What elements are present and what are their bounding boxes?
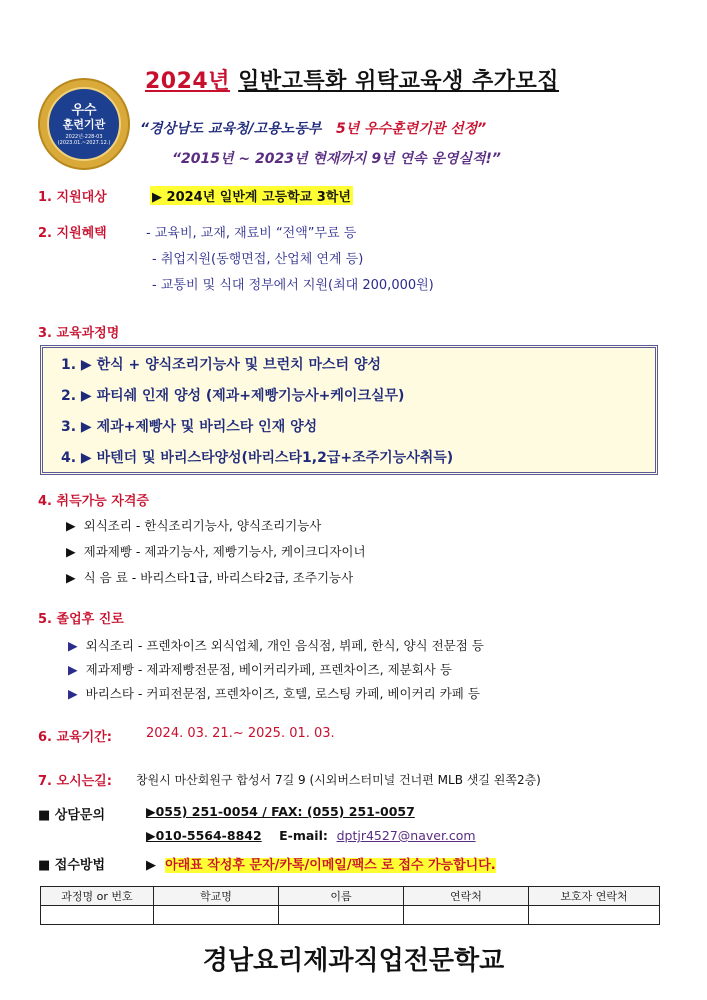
title-rest: 일반고특화 위탁교육생 추가모집: [238, 69, 560, 94]
section-3-label: 3. 교육과정명: [38, 326, 120, 341]
certificate-text: 제과제빵 - 제과기능사, 제빵기능사, 케이크디자이너: [83, 544, 366, 559]
section-6-label: 6. 교육기간:: [38, 730, 112, 745]
page-title: [145, 64, 559, 95]
contact-mobile: ▶010-5564-8842: [146, 828, 262, 843]
benefit-item: - 취업지원(동행면접, 산업체 연계 등): [152, 252, 364, 267]
table-cell[interactable]: [41, 906, 154, 925]
seal-text-3: 2022년-228-03: [65, 134, 103, 140]
contact-label: ■ 상담문의: [38, 808, 106, 823]
course-list-box: [40, 345, 658, 475]
benefit-item: - 교통비 및 식대 정부에서 지원(최대 200,000원): [152, 278, 434, 293]
email-label: E-mail:: [279, 828, 328, 843]
career-item: [68, 684, 480, 702]
career-item: [68, 636, 484, 654]
subtitle-1-red: 5년 우수훈련기관 선정: [335, 121, 478, 137]
certificate-item: [66, 568, 353, 586]
table-cell[interactable]: [404, 906, 529, 925]
subtitle-1: [140, 118, 486, 138]
career-text: 바리스타 - 커피전문점, 프렌차이즈, 호텔, 로스팅 카페, 베이커리 카페 등: [85, 686, 480, 701]
section-1-label: 1. 지원대상: [38, 190, 107, 205]
quote-open: “: [140, 121, 150, 137]
directions-text: 창원시 마산회원구 합성서 7길 9 (시외버스터미널 건너편 MLB 샛길 왼쪽2층): [136, 773, 541, 787]
table-cell[interactable]: [279, 906, 404, 925]
course-item: 3. ▶ 제과+제빵사 및 바리스타 인재 양성: [61, 419, 318, 435]
certificate-text: 식 음 료 - 바리스타1급, 바리스타2급, 조주기능사: [83, 570, 354, 585]
seal-text-4: (2023.01.~2027.12.): [57, 140, 111, 146]
course-item: 1. ▶ 한식 + 양식조리기능사 및 브런치 마스터 양성: [61, 357, 381, 373]
section-7-label: 7. 오시는길:: [38, 774, 112, 789]
arrow-icon: ▶: [66, 544, 76, 559]
table-header: 보호자 연락처: [529, 887, 660, 906]
contact-phone-fax: ▶055) 251-0054 / FAX: (055) 251-0057: [146, 804, 415, 819]
table-header-row: [41, 887, 660, 906]
certificate-item: [66, 516, 321, 534]
section-1-value: ▶ 2024년 일반계 고등학교 3학년: [150, 186, 353, 205]
arrow-icon: ▶: [68, 686, 78, 701]
arrow-icon: ▶: [146, 858, 156, 873]
arrow-icon: ▶: [66, 570, 76, 585]
section-2-label: 2. 지원혜택: [38, 226, 107, 241]
seal-text-2: 훈련기관: [62, 118, 106, 131]
subtitle-1-blue: 경상남도 교육청/고용노동부: [149, 121, 322, 137]
quote-close: ”: [477, 121, 487, 137]
course-item: 4. ▶ 바텐더 및 바리스타양성(바리스타1,2급+조주기능사취득): [61, 450, 454, 466]
education-period: 2024. 03. 21.~ 2025. 01. 03.: [146, 726, 335, 741]
benefit-item: - 교육비, 교재, 재료비 “전액”무료 등: [146, 226, 357, 241]
seal-inner: [47, 87, 121, 161]
table-cell[interactable]: [154, 906, 279, 925]
seal-text-1: 우수: [71, 103, 97, 118]
arrow-icon: ▶: [66, 518, 76, 533]
title-year: 2024년: [145, 69, 230, 94]
award-seal-logo: [38, 78, 130, 170]
career-text: 제과제빵 - 제과제빵전문점, 베이커리카페, 프렌차이즈, 제분회사 등: [85, 662, 452, 677]
school-name-footer: 경남요리제과직업전문학교: [202, 946, 505, 976]
table-header: 과정명 or 번호: [41, 887, 154, 906]
subtitle-2: “2015년 ~ 2023년 현재까지 9년 연속 운영실적!”: [172, 151, 501, 167]
certificate-text: 외식조리 - 한식조리기능사, 양식조리기능사: [83, 518, 322, 533]
apply-method: [146, 854, 496, 873]
apply-text: 아래표 작성후 문자/카톡/이메일/팩스 로 접수 가능합니다.: [165, 858, 496, 873]
career-item: [68, 660, 452, 678]
arrow-icon: ▶: [68, 662, 78, 677]
certificate-item: [66, 542, 366, 560]
arrow-icon: ▶: [68, 638, 78, 653]
email-link[interactable]: dptjr4527@naver.com: [336, 828, 476, 843]
application-table: [40, 886, 660, 925]
section-4-label: 4. 취득가능 자격증: [38, 494, 149, 509]
apply-label: ■ 접수방법: [38, 858, 106, 873]
table-row[interactable]: [41, 906, 660, 925]
table-cell[interactable]: [529, 906, 660, 925]
table-header: 연락처: [404, 887, 529, 906]
section-5-label: 5. 졸업후 진로: [38, 612, 124, 627]
career-text: 외식조리 - 프렌차이즈 외식업체, 개인 음식점, 뷔페, 한식, 양식 전문점 등: [85, 638, 484, 653]
contact-mobile-email: [146, 828, 476, 843]
course-item: 2. ▶ 파티쉐 인재 양성 (제과+제빵기능사+케이크실무): [61, 388, 405, 404]
table-header: 이름: [279, 887, 404, 906]
table-header: 학교명: [154, 887, 279, 906]
